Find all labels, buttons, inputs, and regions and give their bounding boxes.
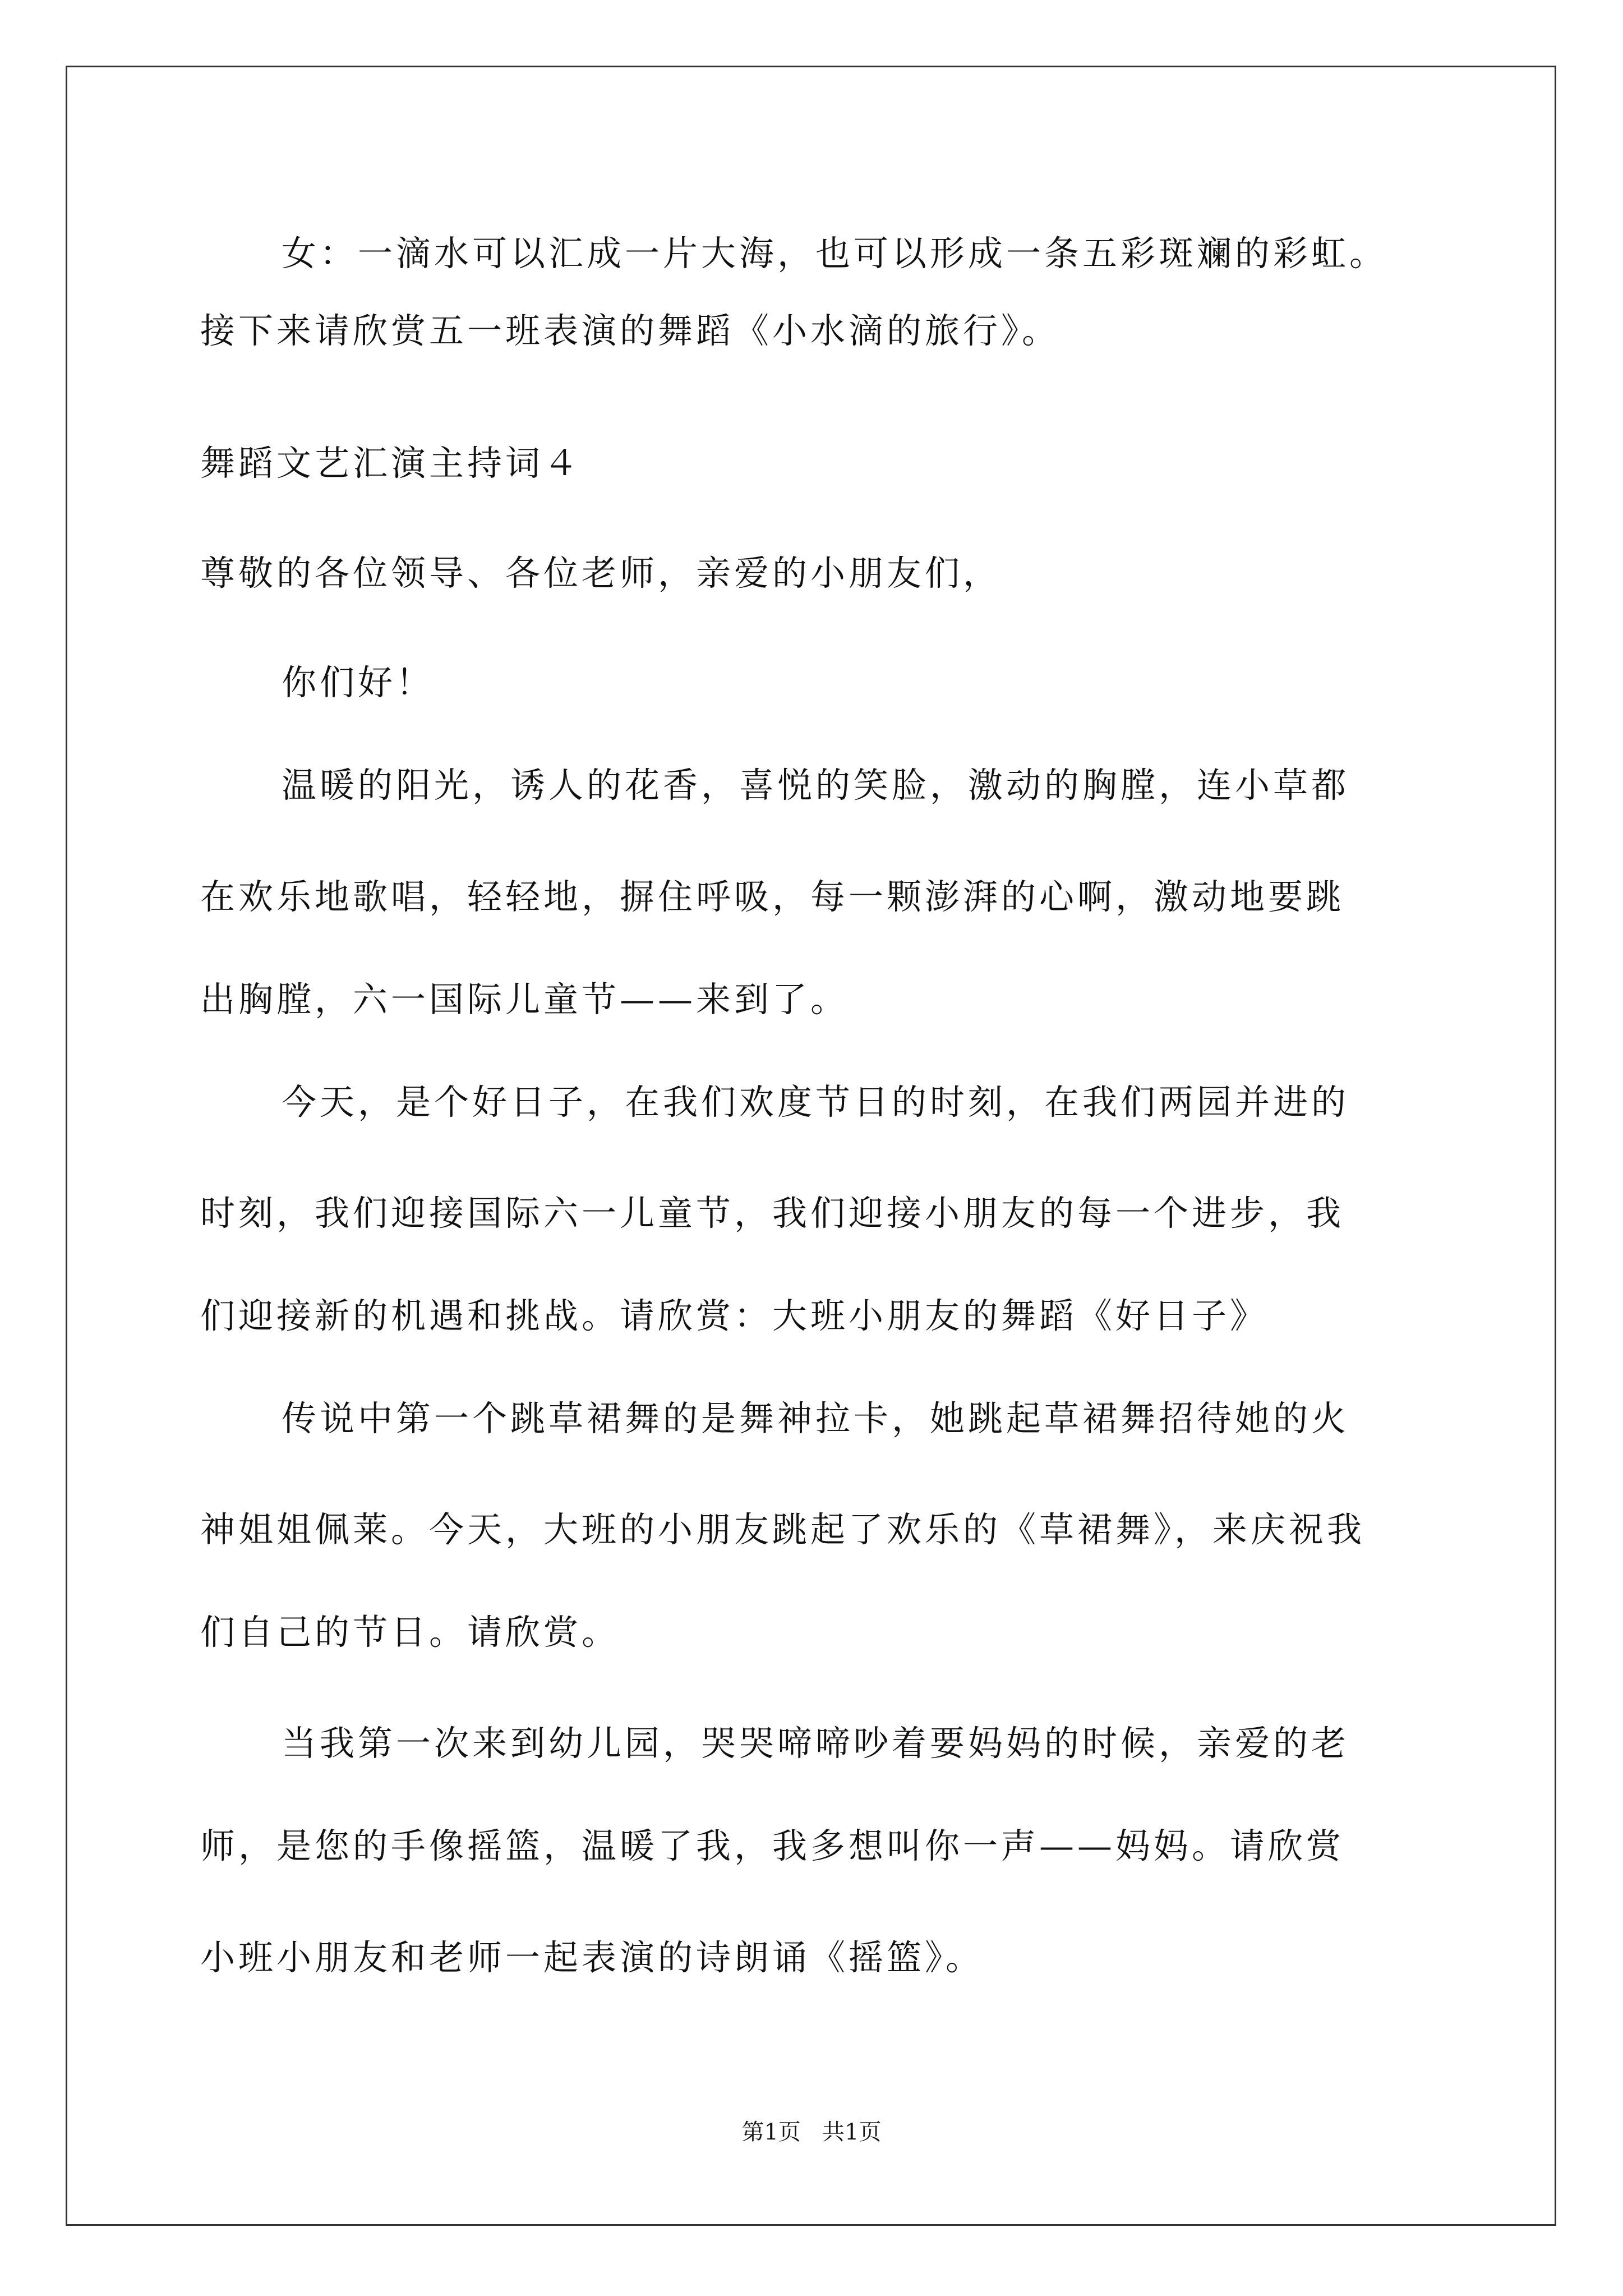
section-heading: 舞蹈文艺汇演主持词４ [200, 443, 582, 484]
paragraph-line: 小班小朋友和老师一起表演的诗朗诵《摇篮》。 [200, 1937, 984, 1978]
paragraph-line: 师，是您的手像摇篮，温暖了我，我多想叫你一声——妈妈。请欣赏 [200, 1825, 1345, 1866]
paragraph-line: 传说中第一个跳草裙舞的是舞神拉卡，她跳起草裙舞招待她的火 [282, 1398, 1350, 1439]
paragraph-line: 时刻，我们迎接国际六一儿童节，我们迎接小朋友的每一个进步，我 [200, 1193, 1345, 1234]
paragraph-line: 尊敬的各位领导、各位老师，亲爱的小朋友们， [200, 553, 1002, 593]
paragraph-line: 接下来请欣赏五一班表演的舞蹈《小水滴的旅行》。 [200, 310, 1061, 351]
paragraph-line: 神姐姐佩莱。今天，大班的小朋友跳起了欢乐的《草裙舞》，来庆祝我 [200, 1509, 1366, 1550]
paragraph-line: 当我第一次来到幼儿园，哭哭啼啼吵着要妈妈的时候，亲爱的老 [282, 1723, 1350, 1764]
paragraph-line: 们迎接新的机遇和挑战。请欣赏：大班小朋友的舞蹈《好日子》 [200, 1295, 1269, 1336]
paragraph-line: 女：一滴水可以汇成一片大海，也可以形成一条五彩斑斓的彩虹。 [282, 233, 1388, 274]
page-border [66, 66, 1556, 2226]
paragraph-line: 在欢乐地歌唱，轻轻地，摒住呼吸，每一颗澎湃的心啊，激动地要跳 [200, 876, 1345, 917]
page-footer: 第1页 共1页 [741, 2119, 882, 2145]
paragraph-line: 你们好！ [282, 662, 435, 703]
paragraph-line: 们自己的节日。请欣赏。 [200, 1612, 620, 1653]
paragraph-line: 温暖的阳光，诱人的花香，喜悦的笑脸，激动的胸膛，连小草都 [282, 765, 1350, 806]
paragraph-line: 今天，是个好日子，在我们欢度节日的时刻，在我们两园并进的 [282, 1082, 1350, 1122]
paragraph-line: 出胸膛，六一国际儿童节——来到了。 [200, 979, 849, 1020]
